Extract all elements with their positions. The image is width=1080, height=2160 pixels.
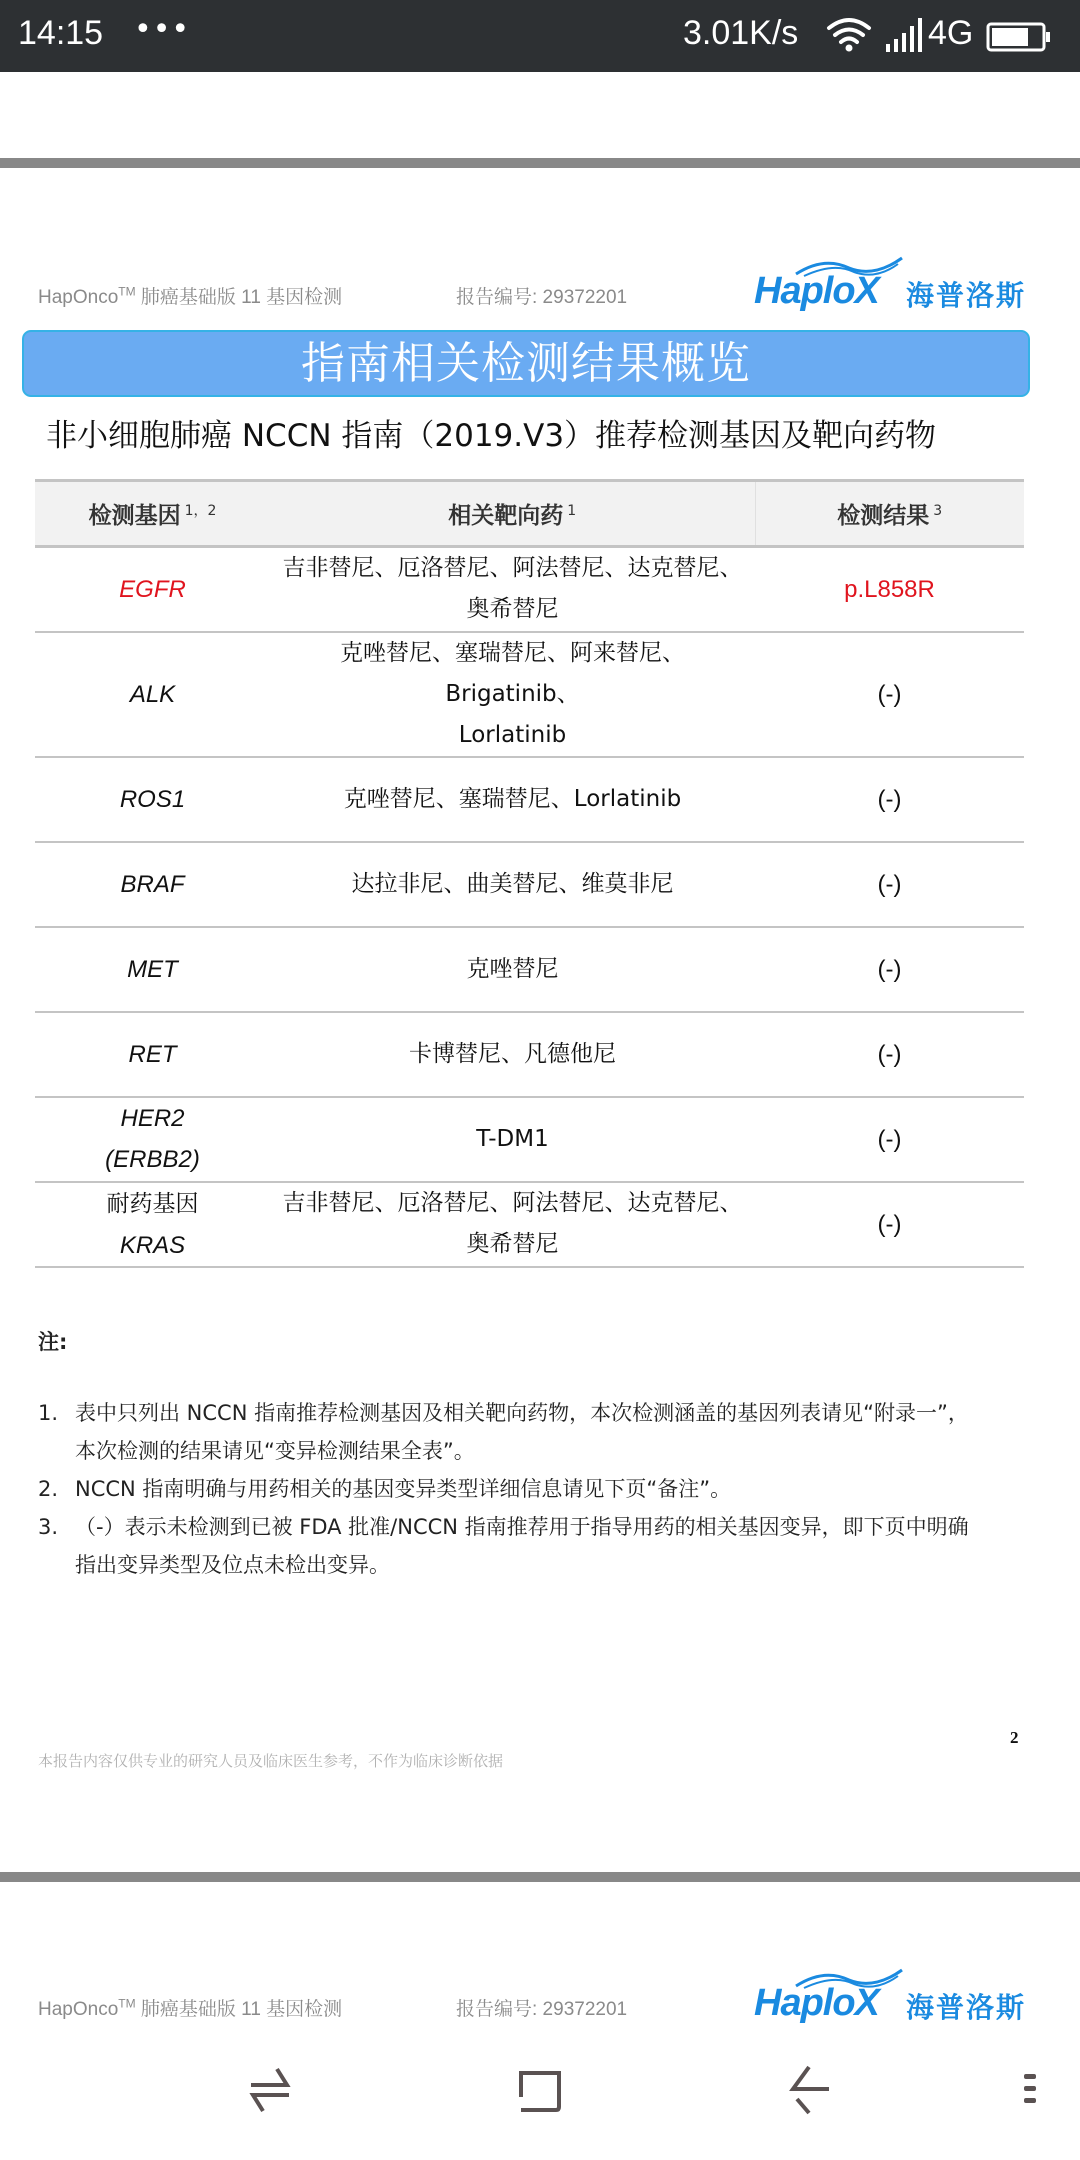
section-banner bbox=[22, 330, 1030, 397]
report-number: 报告编号: 29372201 bbox=[456, 1999, 628, 2020]
table-row bbox=[35, 547, 1024, 632]
back-button[interactable] bbox=[780, 2060, 840, 2120]
navigation-bar bbox=[0, 2040, 1080, 2160]
next-page-header bbox=[38, 1964, 1038, 2024]
note-item: 1. 表中只列出 NCCN 指南推荐检测基因及相关靶向药物，本次检测涵盖的基因列表请见“附录一”， 本次检测的结果请见“变异检测结果全表”。 bbox=[38, 1401, 969, 1463]
network-speed: 3.01K/s bbox=[683, 14, 799, 52]
more-notifications-icon: ••• bbox=[134, 12, 191, 47]
switch-arrows-icon bbox=[247, 2067, 293, 2113]
col-header-drugs: 相关靶向药 $^1$ bbox=[270, 481, 755, 547]
note-item: 3. （-）表示未检测到已被 FDA 批准/NCCN 指南推荐用于指导用药的相关基因变异，即下页中明确 指出变异类型及位点未检出变异。 bbox=[38, 1515, 969, 1577]
logo-cn: 海普洛斯 bbox=[906, 1991, 1027, 2024]
table-row bbox=[35, 1012, 1024, 1097]
banner-title: 指南相关检测结果概览 bbox=[301, 338, 751, 389]
table-subtitle: 非小细胞肺癌 NCCN 指南（2019.V3）推荐检测基因及靶向药物 bbox=[46, 418, 937, 454]
gene-cell: 耐药基因 KRAS bbox=[35, 1182, 270, 1267]
haplox-logo bbox=[754, 1964, 1034, 2024]
table-row bbox=[35, 1097, 1024, 1182]
result-cell: (-) bbox=[755, 632, 1024, 757]
report-number: 报告编号: 29372201 bbox=[456, 287, 628, 308]
gene-cell: ALK bbox=[35, 632, 270, 757]
result-cell: (-) bbox=[755, 927, 1024, 1012]
logo-wordmark: HaploX bbox=[754, 270, 879, 312]
gene-cell: EGFR bbox=[35, 547, 270, 632]
wifi-icon bbox=[826, 16, 872, 58]
gene-cell: ROS1 bbox=[35, 757, 270, 842]
result-cell: (-) bbox=[755, 757, 1024, 842]
result-cell: (-) bbox=[755, 1012, 1024, 1097]
product-name: HapOnco™ 肺癌基础版 11 基因检测 bbox=[38, 1996, 343, 2020]
page-divider bbox=[0, 158, 1080, 168]
back-arrow-icon bbox=[787, 2065, 833, 2115]
table-row bbox=[35, 842, 1024, 927]
results-table bbox=[35, 479, 1024, 1268]
signal-icon bbox=[884, 18, 928, 58]
table-row bbox=[35, 1182, 1024, 1267]
home-button[interactable] bbox=[510, 2060, 570, 2120]
gene-cell: BRAF bbox=[35, 842, 270, 927]
home-square-icon bbox=[517, 2067, 563, 2113]
drugs-cell: 克唑替尼 bbox=[270, 927, 755, 1012]
table-header-row bbox=[35, 481, 1024, 547]
drugs-cell: T-DM1 bbox=[270, 1097, 755, 1182]
col-header-result: 检测结果 $^3$ bbox=[755, 481, 1024, 547]
logo-cn: 海普洛斯 bbox=[906, 279, 1027, 312]
table-row bbox=[35, 757, 1024, 842]
disclaimer: 本报告内容仅供专业的研究人员及临床医生参考，不作为临床诊断依据 bbox=[38, 1752, 504, 1770]
menu-dots-icon bbox=[1020, 2070, 1040, 2110]
page-divider bbox=[0, 1872, 1080, 1882]
drugs-cell: 达拉非尼、曲美替尼、维莫非尼 bbox=[270, 842, 755, 927]
drugs-cell: 吉非替尼、厄洛替尼、阿法替尼、达克替尼、 奥希替尼 bbox=[270, 1182, 755, 1267]
status-bar bbox=[0, 0, 1080, 72]
gene-cell: HER2 (ERBB2) bbox=[35, 1097, 270, 1182]
result-cell: p.L858R bbox=[755, 547, 1024, 632]
notes-title: 注: bbox=[38, 1330, 68, 1354]
network-type: 4G bbox=[928, 14, 974, 52]
table-row bbox=[35, 632, 1024, 757]
page-number: 2 bbox=[1010, 1728, 1019, 1747]
logo-wordmark: HaploX bbox=[754, 1982, 879, 2024]
result-cell: (-) bbox=[755, 1097, 1024, 1182]
product-name: HapOnco™ 肺癌基础版 11 基因检测 bbox=[38, 284, 343, 308]
table-row bbox=[35, 927, 1024, 1012]
note-item: 2. NCCN 指南明确与用药相关的基因变异类型详细信息请见下页“备注”。 bbox=[38, 1477, 732, 1501]
haplox-logo bbox=[754, 252, 1034, 312]
notes-section bbox=[38, 1326, 1038, 1584]
recent-apps-button[interactable] bbox=[240, 2060, 300, 2120]
page-header bbox=[38, 252, 1038, 312]
drugs-cell: 克唑替尼、塞瑞替尼、Lorlatinib bbox=[270, 757, 755, 842]
result-cell: (-) bbox=[755, 842, 1024, 927]
gene-cell: RET bbox=[35, 1012, 270, 1097]
drugs-cell: 卡博替尼、凡德他尼 bbox=[270, 1012, 755, 1097]
gene-cell: MET bbox=[35, 927, 270, 1012]
drugs-cell: 克唑替尼、塞瑞替尼、阿来替尼、Brigatinib、 Lorlatinib bbox=[270, 632, 755, 757]
col-header-gene: 检测基因 $^{1,2}$ bbox=[35, 481, 270, 547]
battery-icon bbox=[986, 22, 1052, 56]
drugs-cell: 吉非替尼、厄洛替尼、阿法替尼、达克替尼、 奥希替尼 bbox=[270, 547, 755, 632]
menu-button[interactable] bbox=[1000, 2060, 1060, 2120]
status-time: 14:15 bbox=[18, 14, 104, 52]
result-cell: (-) bbox=[755, 1182, 1024, 1267]
